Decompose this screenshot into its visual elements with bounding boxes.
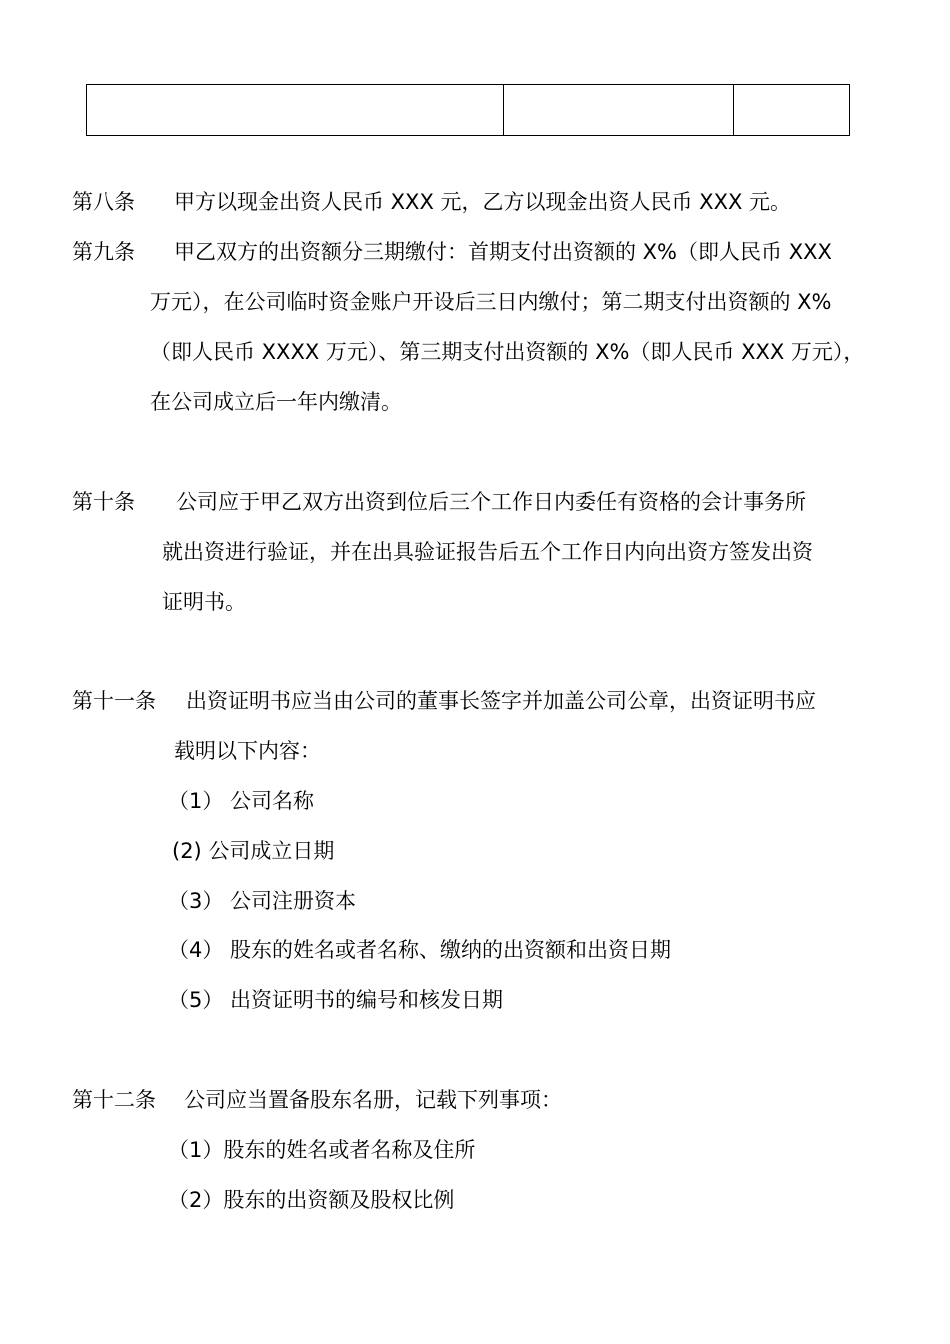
article-line: 公司应于甲乙双方出资到位后三个工作日内委任有资格的会计事务所	[176, 490, 806, 514]
article-label: 第八条	[72, 190, 135, 214]
table-row	[87, 85, 850, 136]
list-item: （2）股东的出资额及股权比例	[168, 1188, 455, 1212]
table-cell	[734, 85, 850, 136]
list-item: （1） 公司名称	[168, 789, 315, 813]
list-item: (2) 公司成立日期	[172, 839, 335, 863]
article-line: 公司应当置备股东名册，记载下列事项：	[184, 1088, 562, 1112]
article-line: 在公司成立后一年内缴清。	[150, 390, 402, 414]
article-label: 第十条	[72, 490, 135, 514]
top-table	[86, 84, 850, 136]
article-line: 甲乙双方的出资额分三期缴付：首期支付出资额的 X%（即人民币 XXX	[174, 240, 832, 264]
article-line: 万元），在公司临时资金账户开设后三日内缴付；第二期支付出资额的 X%	[150, 290, 832, 314]
article-line: 就出资进行验证，并在出具验证报告后五个工作日内向出资方签发出资	[162, 540, 813, 564]
article-label: 第九条	[72, 240, 135, 264]
article-line: 甲方以现金出资人民币 XXX 元，乙方以现金出资人民币 XXX 元。	[174, 190, 792, 214]
list-item: （4） 股东的姓名或者名称、缴纳的出资额和出资日期	[168, 938, 672, 962]
article-label: 第十二条	[72, 1088, 156, 1112]
article-line: 证明书。	[162, 590, 246, 614]
article-line: 出资证明书应当由公司的董事长签字并加盖公司公章，出资证明书应	[186, 689, 816, 713]
table-cell	[87, 85, 504, 136]
list-item: （1）股东的姓名或者名称及住所	[168, 1138, 476, 1162]
article-line: 载明以下内容：	[174, 739, 321, 763]
table-cell	[504, 85, 734, 136]
article-label: 第十一条	[72, 689, 156, 713]
article-line: （即人民币 XXXX 万元）、第三期支付出资额的 X%（即人民币 XXX 万元），	[150, 340, 865, 364]
list-item: （5） 出资证明书的编号和核发日期	[168, 988, 504, 1012]
list-item: （3） 公司注册资本	[168, 889, 357, 913]
